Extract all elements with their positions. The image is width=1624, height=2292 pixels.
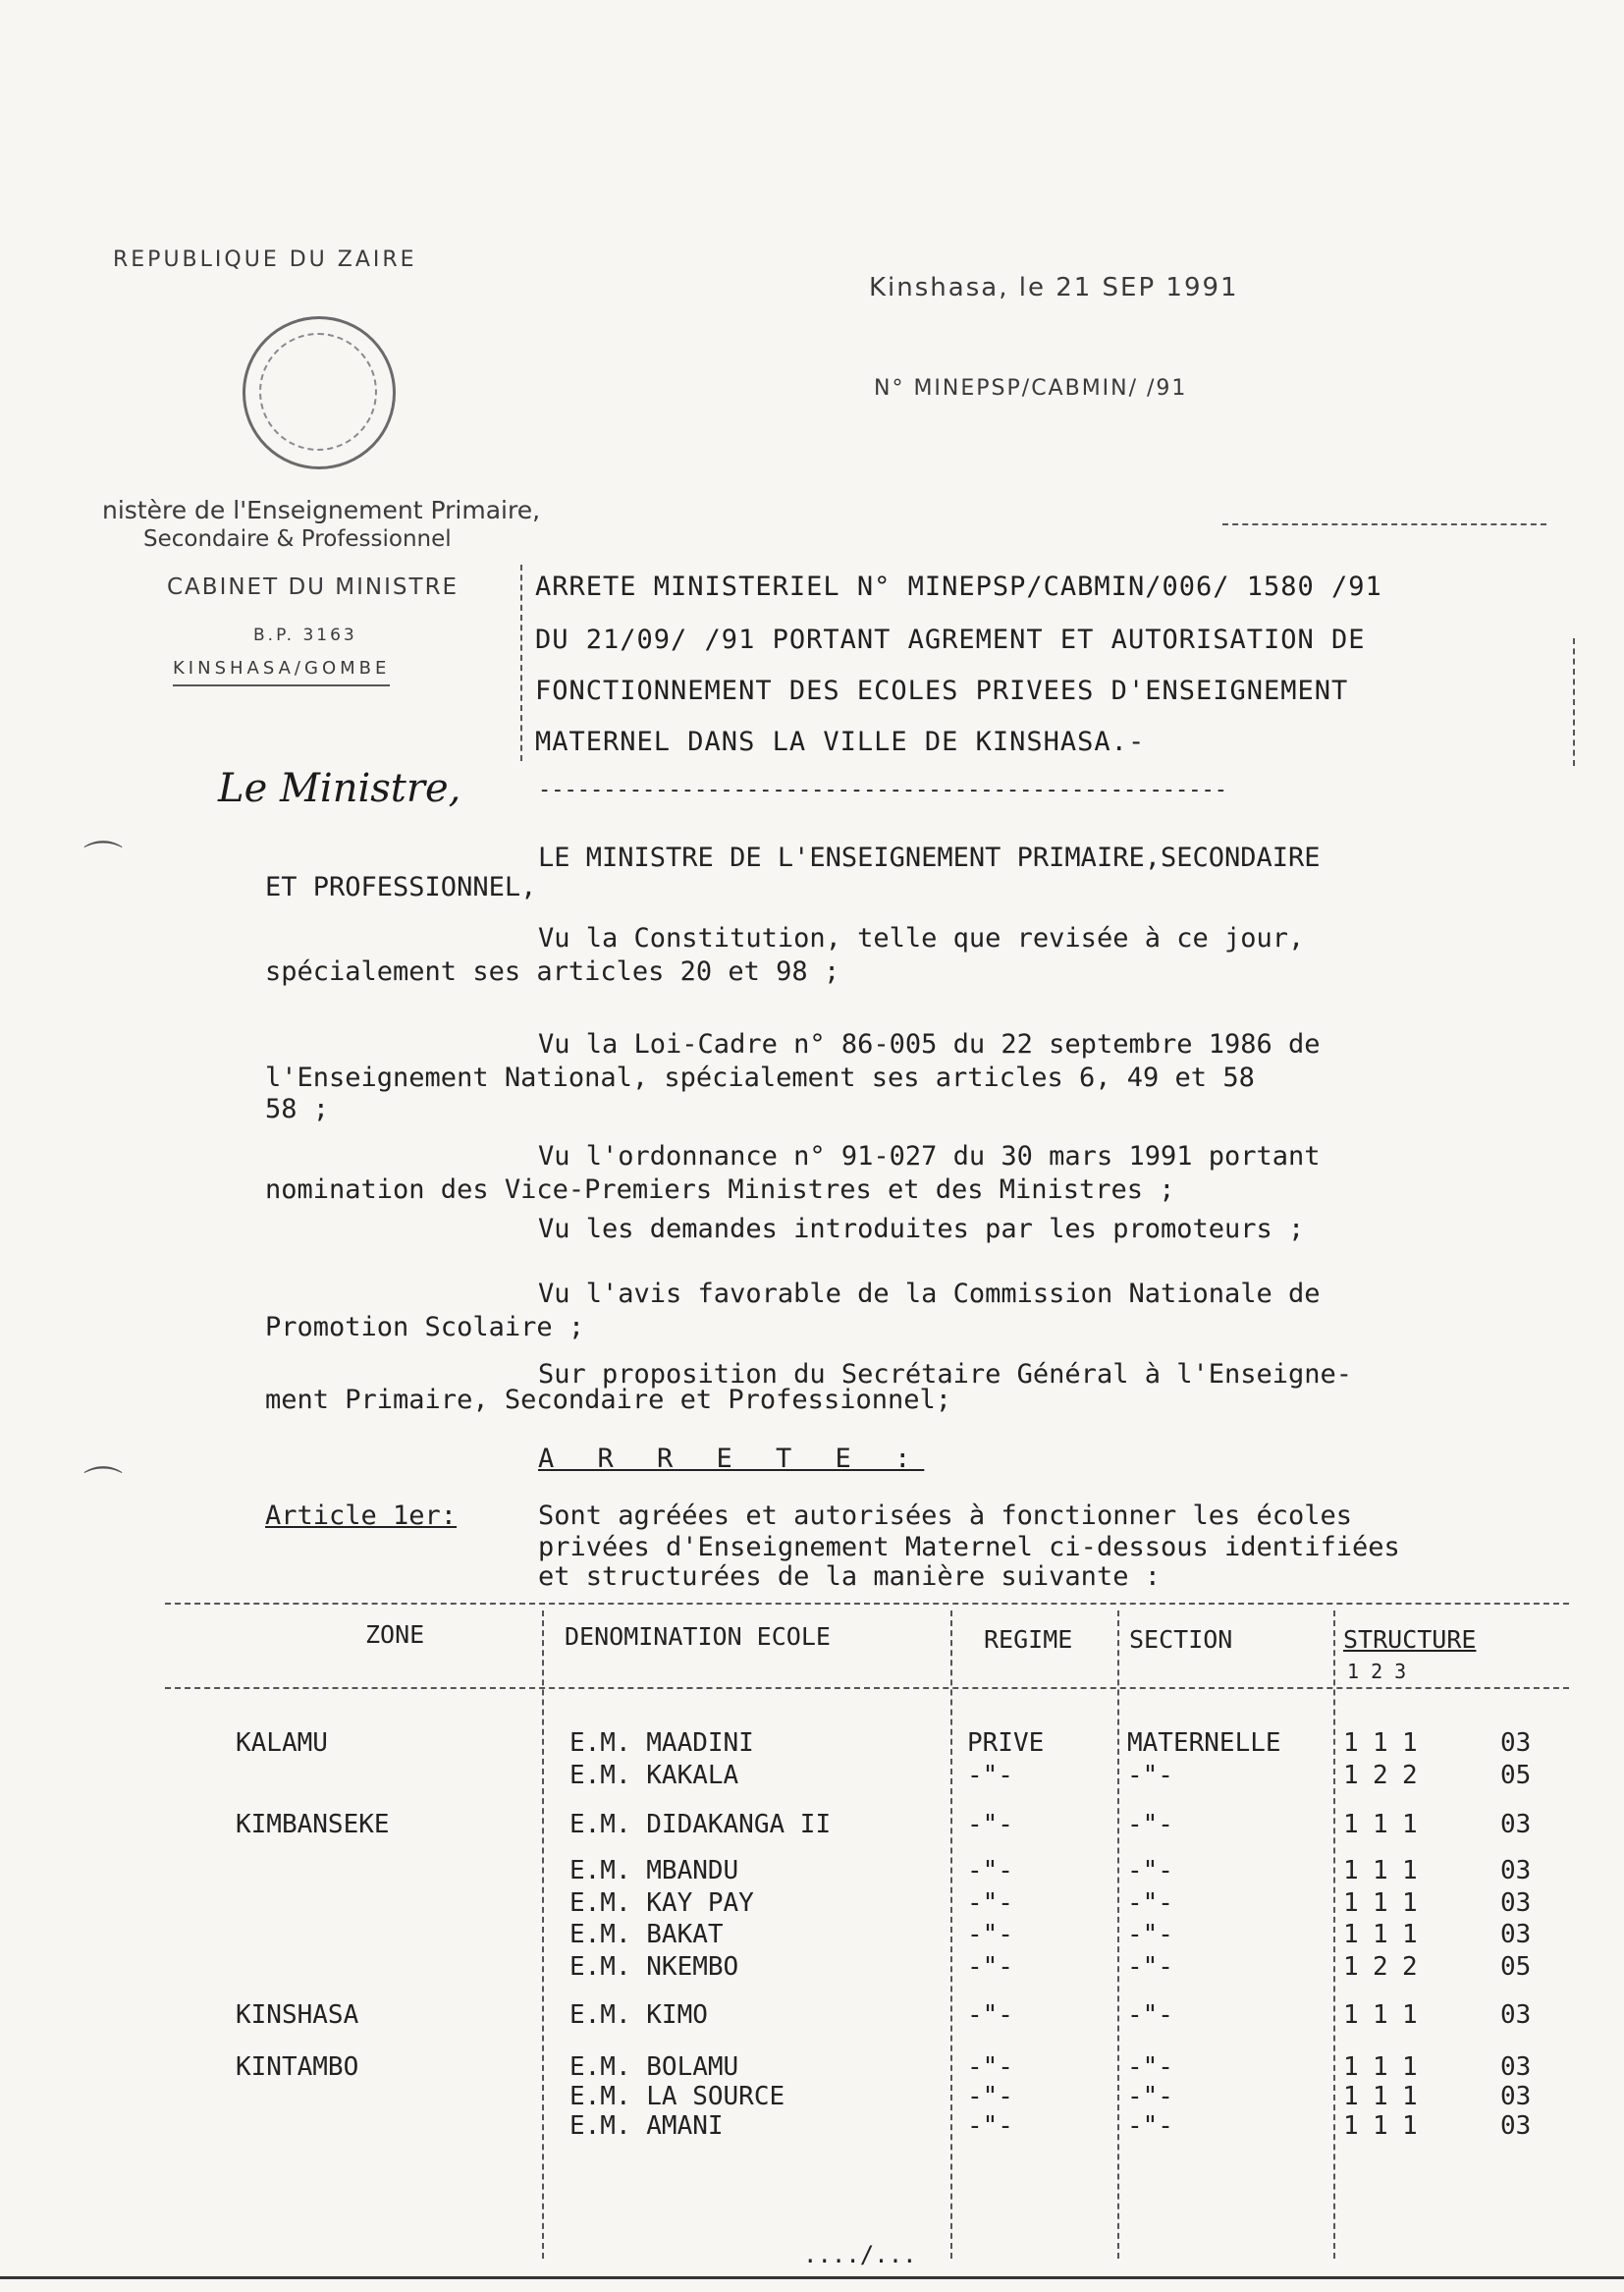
article-1-line-2: privées d'Enseignement Maternel ci-dessous identifiées bbox=[538, 1532, 1400, 1562]
decree-title-line-1: ARRETE MINISTERIEL N° MINEPSP/CABMIN/006/ 1580 /91 bbox=[535, 572, 1382, 602]
cell-structure-2: 1 bbox=[1373, 1920, 1388, 1949]
cell-structure-3: 1 bbox=[1402, 2052, 1418, 2082]
title-box-left-border bbox=[520, 565, 522, 761]
cell-structure-total: 03 bbox=[1500, 2052, 1532, 2082]
cell-structure-2: 1 bbox=[1373, 1856, 1388, 1885]
cell-regime: -"- bbox=[967, 1810, 1013, 1839]
cell-regime: -"- bbox=[967, 1761, 1013, 1790]
cell-structure-3: 1 bbox=[1402, 2111, 1418, 2141]
cell-regime: -"- bbox=[967, 2052, 1013, 2082]
cell-regime: PRIVE bbox=[967, 1728, 1045, 1758]
cell-school: E.M. KAY PAY bbox=[569, 1888, 754, 1918]
cell-section: -"- bbox=[1127, 1856, 1173, 1885]
cell-school: E.M. NKEMBO bbox=[569, 1952, 739, 1982]
table-top-rule bbox=[165, 1603, 1569, 1605]
cell-structure-1: 1 bbox=[1343, 2082, 1359, 2111]
cell-structure-3: 1 bbox=[1402, 1920, 1418, 1949]
cell-structure-total: 03 bbox=[1500, 1810, 1532, 1839]
cell-structure-3: 2 bbox=[1402, 1761, 1418, 1790]
table-col-divider-3 bbox=[1117, 1610, 1119, 2259]
cell-structure-2: 1 bbox=[1373, 1728, 1388, 1758]
cell-regime: -"- bbox=[967, 1888, 1013, 1918]
preamble-demandes: Vu les demandes introduites par les promoteurs ; bbox=[538, 1214, 1305, 1244]
preamble-minister-2: ET PROFESSIONNEL, bbox=[265, 872, 537, 902]
cell-section: -"- bbox=[1127, 2111, 1173, 2141]
cell-school: E.M. DIDAKANGA II bbox=[569, 1810, 832, 1839]
cell-structure-1: 1 bbox=[1343, 1761, 1359, 1790]
cell-structure-1: 1 bbox=[1343, 1888, 1359, 1918]
preamble-loi-cadre-1: Vu la Loi-Cadre n° 86-005 du 22 septembre 1986 de bbox=[538, 1029, 1321, 1060]
cell-structure-2: 1 bbox=[1373, 2052, 1388, 2082]
cell-zone: KALAMU bbox=[236, 1728, 328, 1758]
table-col-divider-2 bbox=[950, 1610, 952, 2259]
coat-of-arms-seal-icon bbox=[243, 316, 396, 469]
table-col-divider-4 bbox=[1333, 1610, 1335, 2259]
table-header-rule bbox=[165, 1687, 1569, 1689]
cell-section: MATERNELLE bbox=[1127, 1728, 1281, 1758]
preamble-constitution-1: Vu la Constitution, telle que revisée à ce jour, bbox=[538, 923, 1305, 954]
cell-structure-3: 1 bbox=[1402, 1888, 1418, 1918]
col-header-structure: STRUCTURE bbox=[1343, 1625, 1477, 1654]
preamble-minister-1: LE MINISTRE DE L'ENSEIGNEMENT PRIMAIRE,SECONDAIRE bbox=[538, 843, 1321, 873]
cell-section: -"- bbox=[1127, 2052, 1173, 2082]
article-1-label: Article 1er: bbox=[265, 1501, 458, 1531]
place-and-date: Kinshasa, le 21 SEP 1991 bbox=[869, 273, 1239, 302]
cell-regime: -"- bbox=[967, 1920, 1013, 1949]
cell-school: E.M. BAKAT bbox=[569, 1920, 724, 1949]
cell-section: -"- bbox=[1127, 2082, 1173, 2111]
city-line: KINSHASA/GOMBE bbox=[173, 658, 390, 686]
cell-school: E.M. BOLAMU bbox=[569, 2052, 739, 2082]
cell-section: -"- bbox=[1127, 2000, 1173, 2030]
cell-structure-1: 1 bbox=[1343, 1856, 1359, 1885]
cell-regime: -"- bbox=[967, 2082, 1013, 2111]
signatory-heading: Le Ministre, bbox=[218, 766, 461, 811]
cell-structure-total: 03 bbox=[1500, 1856, 1532, 1885]
cell-structure-1: 1 bbox=[1343, 2000, 1359, 2030]
decree-title-line-2: DU 21/09/ /91 PORTANT AGREMENT ET AUTORISATION DE bbox=[535, 625, 1366, 655]
arrete-heading: A R R E T E : bbox=[538, 1444, 925, 1474]
preamble-loi-cadre-2: l'Enseignement National, spécialement ses articles 6, 49 et 58 bbox=[265, 1063, 1255, 1093]
cell-regime: -"- bbox=[967, 1952, 1013, 1982]
cell-structure-1: 1 bbox=[1343, 1920, 1359, 1949]
cell-structure-1: 1 bbox=[1343, 1952, 1359, 1982]
title-separator: ----------------------------------------------------- bbox=[538, 778, 1227, 802]
page-bottom-edge bbox=[0, 2276, 1624, 2279]
ministry-name-line1: nistère de l'Enseignement Primaire, bbox=[102, 496, 541, 524]
preamble-loi-cadre-3: 58 ; bbox=[265, 1094, 330, 1124]
col-header-section: SECTION bbox=[1129, 1625, 1233, 1654]
col-header-denomination: DENOMINATION ECOLE bbox=[565, 1622, 831, 1651]
cell-structure-3: 1 bbox=[1402, 2000, 1418, 2030]
cell-school: E.M. KIMO bbox=[569, 2000, 708, 2030]
cell-structure-2: 1 bbox=[1373, 1888, 1388, 1918]
cell-section: -"- bbox=[1127, 1888, 1173, 1918]
cell-structure-1: 1 bbox=[1343, 2111, 1359, 2141]
preamble-proposition-2: ment Primaire, Secondaire et Professionnel; bbox=[265, 1385, 951, 1415]
cell-structure-2: 2 bbox=[1373, 1952, 1388, 1982]
cell-structure-total: 03 bbox=[1500, 1888, 1532, 1918]
preamble-ordonnance-1: Vu l'ordonnance n° 91-027 du 30 mars 1991 portant bbox=[538, 1141, 1321, 1172]
col-header-structure-sub: 1 2 3 bbox=[1347, 1660, 1407, 1683]
cell-school: E.M. MAADINI bbox=[569, 1728, 754, 1758]
cell-zone: KINTAMBO bbox=[236, 2052, 359, 2082]
margin-mark-top: ⌒ bbox=[83, 839, 123, 884]
article-1-line-1: Sont agréées et autorisées à fonctionner les écoles bbox=[538, 1501, 1353, 1531]
reference-number: N° MINEPSP/CABMIN/ /91 bbox=[874, 376, 1188, 401]
cell-structure-total: 03 bbox=[1500, 1920, 1532, 1949]
cell-school: E.M. MBANDU bbox=[569, 1856, 739, 1885]
col-header-regime: REGIME bbox=[984, 1625, 1073, 1654]
cell-structure-3: 1 bbox=[1402, 1728, 1418, 1758]
cell-structure-2: 1 bbox=[1373, 2000, 1388, 2030]
article-1-line-3: et structurées de la manière suivante : bbox=[538, 1561, 1161, 1592]
cell-section: -"- bbox=[1127, 1920, 1173, 1949]
cell-structure-3: 1 bbox=[1402, 2082, 1418, 2111]
cell-structure-total: 03 bbox=[1500, 2000, 1532, 2030]
cell-zone: KINSHASA bbox=[236, 2000, 359, 2030]
cell-structure-3: 2 bbox=[1402, 1952, 1418, 1982]
cell-structure-total: 05 bbox=[1500, 1952, 1532, 1982]
cell-section: -"- bbox=[1127, 1952, 1173, 1982]
preamble-constitution-2: spécialement ses articles 20 et 98 ; bbox=[265, 956, 840, 987]
preamble-avis-2: Promotion Scolaire ; bbox=[265, 1312, 585, 1342]
title-box-right-border bbox=[1573, 638, 1575, 766]
cell-school: E.M. LA SOURCE bbox=[569, 2082, 785, 2111]
cell-structure-2: 1 bbox=[1373, 1810, 1388, 1839]
ministry-name-line2: Secondaire & Professionnel bbox=[143, 526, 452, 552]
cell-regime: -"- bbox=[967, 1856, 1013, 1885]
continuation-marker: ..../... bbox=[803, 2241, 917, 2268]
preamble-proposition-1: Sur proposition du Secrétaire Général à l'Enseigne- bbox=[538, 1359, 1353, 1390]
cell-structure-1: 1 bbox=[1343, 2052, 1359, 2082]
cabinet-heading: CABINET DU MINISTRE bbox=[167, 574, 460, 600]
cell-structure-2: 1 bbox=[1373, 2111, 1388, 2141]
margin-mark-bottom: ⌒ bbox=[83, 1464, 123, 1509]
cell-structure-2: 2 bbox=[1373, 1761, 1388, 1790]
preamble-ordonnance-2: nomination des Vice-Premiers Ministres et des Ministres ; bbox=[265, 1174, 1175, 1205]
cell-school: E.M. KAKALA bbox=[569, 1761, 739, 1790]
cell-structure-3: 1 bbox=[1402, 1810, 1418, 1839]
cell-structure-total: 03 bbox=[1500, 1728, 1532, 1758]
cell-structure-total: 03 bbox=[1500, 2111, 1532, 2141]
decree-title-line-3: FONCTIONNEMENT DES ECOLES PRIVEES D'ENSEIGNEMENT bbox=[535, 676, 1349, 706]
cell-structure-3: 1 bbox=[1402, 1856, 1418, 1885]
cell-structure-total: 05 bbox=[1500, 1761, 1532, 1790]
cell-structure-total: 03 bbox=[1500, 2082, 1532, 2111]
header-rule bbox=[1222, 523, 1546, 525]
postal-box: B.P. 3163 bbox=[253, 626, 357, 645]
cell-structure-1: 1 bbox=[1343, 1728, 1359, 1758]
table-col-divider-1 bbox=[542, 1610, 544, 2259]
preamble-avis-1: Vu l'avis favorable de la Commission Nationale de bbox=[538, 1279, 1321, 1309]
cell-regime: -"- bbox=[967, 2111, 1013, 2141]
cell-school: E.M. AMANI bbox=[569, 2111, 724, 2141]
cell-regime: -"- bbox=[967, 2000, 1013, 2030]
republic-heading: REPUBLIQUE DU ZAIRE bbox=[113, 247, 417, 272]
cell-structure-1: 1 bbox=[1343, 1810, 1359, 1839]
cell-structure-2: 1 bbox=[1373, 2082, 1388, 2111]
decree-title-line-4: MATERNEL DANS LA VILLE DE KINSHASA.- bbox=[535, 727, 1146, 757]
cell-section: -"- bbox=[1127, 1810, 1173, 1839]
cell-zone: KIMBANSEKE bbox=[236, 1810, 390, 1839]
cell-section: -"- bbox=[1127, 1761, 1173, 1790]
col-header-zone: ZONE bbox=[365, 1620, 425, 1649]
